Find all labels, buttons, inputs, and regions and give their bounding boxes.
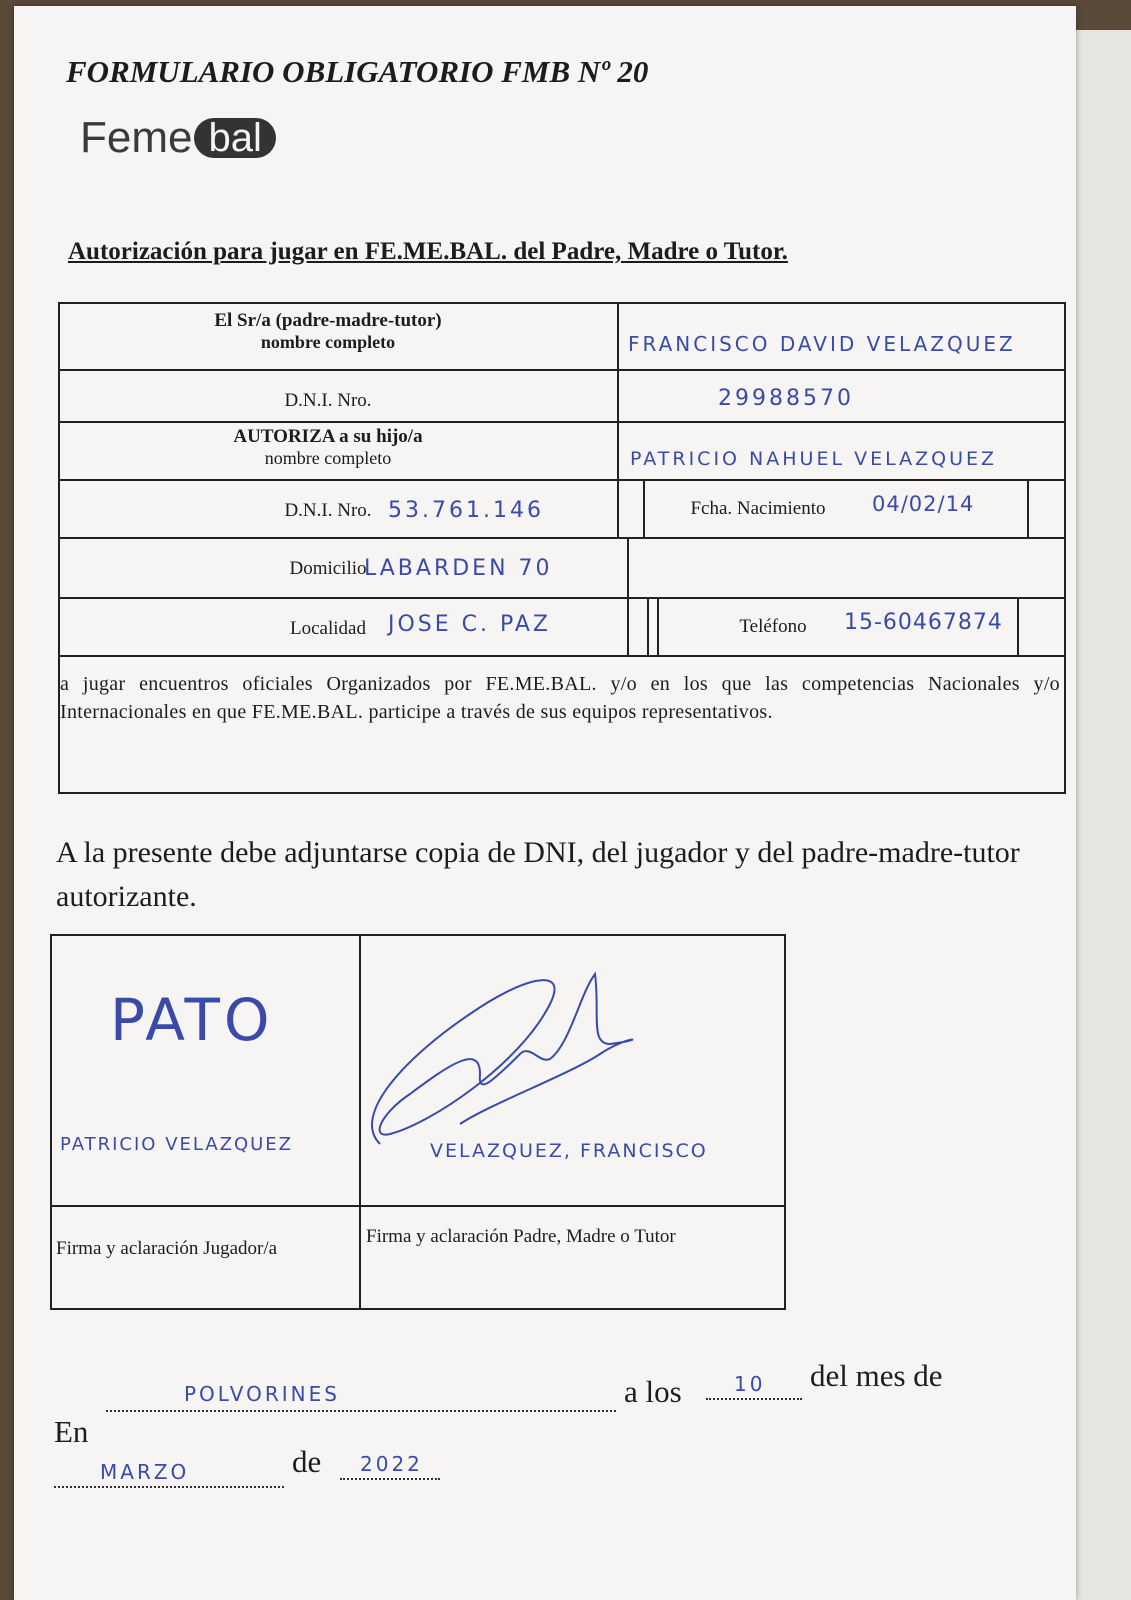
address-label: Domicilio <box>289 558 367 579</box>
day-value: 10 <box>734 1372 766 1396</box>
address-value: LABARDEN 70 <box>364 556 553 581</box>
city-label: Localidad <box>290 618 366 639</box>
year-value: 2022 <box>360 1452 423 1476</box>
signature-table <box>50 934 786 1310</box>
child-dni-value: 53.761.146 <box>388 498 544 523</box>
month-line <box>54 1486 284 1488</box>
day-line <box>706 1398 802 1400</box>
child-label: AUTORIZA a su hijo/a nombre completo <box>233 426 423 468</box>
form-title: FORMULARIO OBLIGATORIO FMB Nº 20 <box>66 54 649 89</box>
attachment-note: A la presente debe adjuntarse copia de DNI, del jugador y del padre-madre-tutor autorizante. <box>56 836 1020 913</box>
footer-en-label: En <box>54 1414 89 1449</box>
form-page <box>14 6 1076 1600</box>
player-printed-name: PATRICIO VELAZQUEZ <box>60 1134 294 1155</box>
parent-name-value: FRANCISCO DAVID VELAZQUEZ <box>628 332 1016 356</box>
parent-label: El Sr/a (padre-madre-tutor) nombre completo <box>214 310 442 352</box>
logo-pill: bal <box>194 118 275 158</box>
year-line <box>340 1478 440 1480</box>
player-nickname-signature: PATO <box>110 986 274 1054</box>
femebal-logo <box>80 112 276 164</box>
footer-a-los-label: a los <box>624 1374 682 1409</box>
parent-printed-name: VELAZQUEZ, FRANCISCO <box>430 1140 708 1162</box>
child-dni-label: D.N.I. Nro. <box>284 500 372 521</box>
birth-date-label: Fcha. Nacimiento <box>690 498 826 519</box>
footer-mes-label: del mes de <box>810 1358 943 1393</box>
place-line <box>106 1410 616 1412</box>
parent-dni-value: 29988570 <box>718 386 854 411</box>
place-value: POLVORINES <box>184 1382 340 1406</box>
phone-label: Teléfono <box>739 616 807 637</box>
form-subtitle: Autorización para jugar en FE.ME.BAL. del Padre, Madre o Tutor. <box>68 238 788 265</box>
month-value: MARZO <box>100 1460 190 1484</box>
authorization-text: a jugar encuentros oficiales Organizados por FE.ME.BAL. y/o en los que las competencias Nacionales y/o Internacionales en que FE.ME.BAL. participe a través de sus equipos representativos. <box>60 673 1060 723</box>
parent-signature-caption: Firma y aclaración Padre, Madre o Tutor <box>366 1226 676 1247</box>
birth-date-value: 04/02/14 <box>872 492 975 516</box>
phone-value: 15-60467874 <box>844 610 1003 635</box>
footer-de-label: de <box>292 1444 322 1479</box>
parent-dni-label: D.N.I. Nro. <box>284 390 372 411</box>
parent-signature-drawing <box>372 974 632 1144</box>
player-signature-caption: Firma y aclaración Jugador/a <box>56 1238 278 1259</box>
child-name-value: PATRICIO NAHUEL VELAZQUEZ <box>630 448 997 470</box>
logo-text: Feme <box>80 113 193 162</box>
city-value: JOSE C. PAZ <box>388 612 551 637</box>
